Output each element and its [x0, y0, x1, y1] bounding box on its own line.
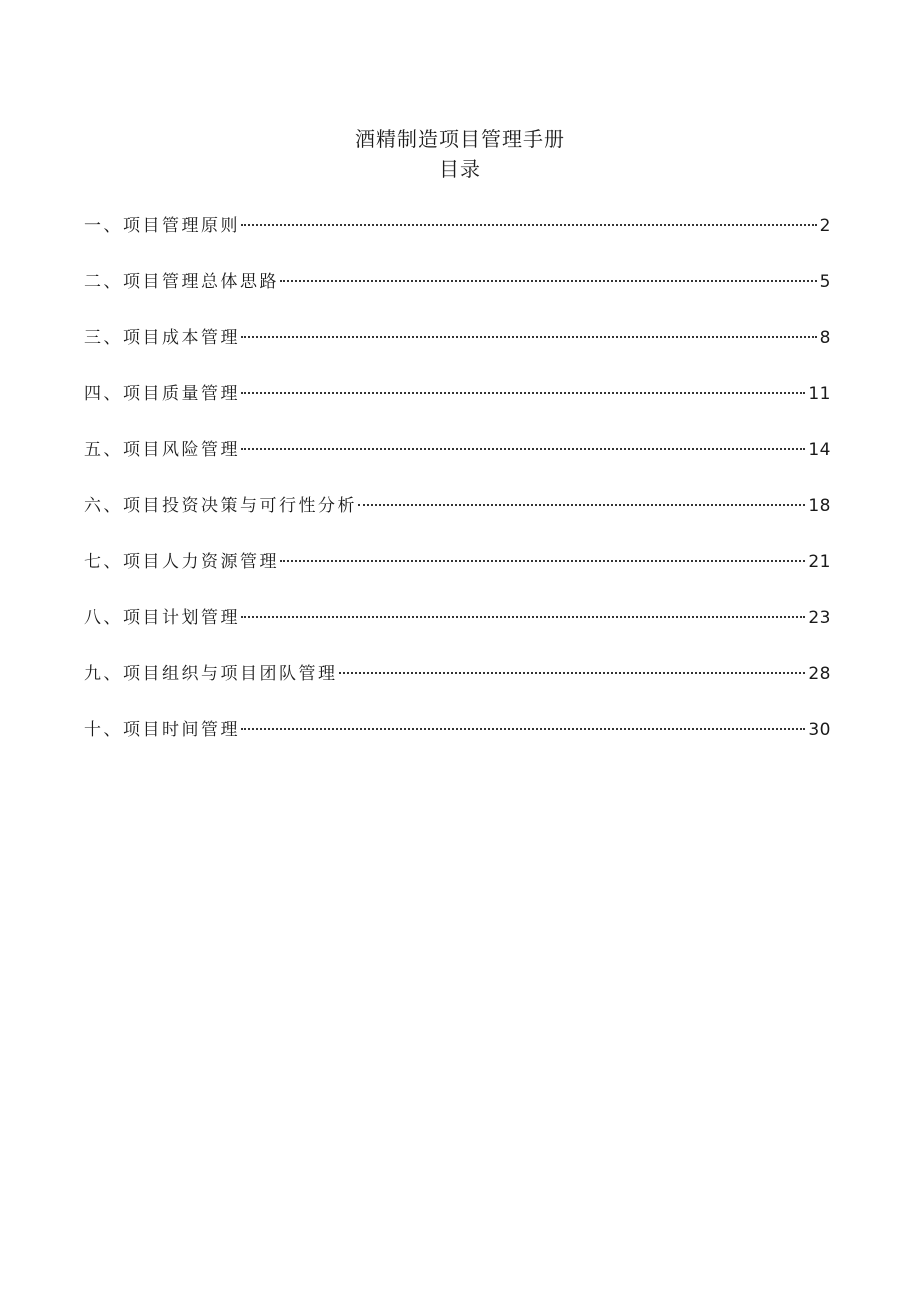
- toc-entry-9[interactable]: [84, 660, 831, 716]
- toc-entry-label: 一、项目管理原则: [84, 216, 240, 236]
- toc-leader-dots: [241, 728, 805, 730]
- toc-entry-label: 五、项目风险管理: [84, 440, 240, 460]
- toc-entry-4[interactable]: [84, 380, 831, 436]
- toc-entry-label: 八、项目计划管理: [84, 608, 240, 628]
- toc-entry-label: 十、项目时间管理: [84, 720, 240, 740]
- toc-page-number: 18: [808, 496, 831, 516]
- toc-page-number: 2: [819, 216, 831, 236]
- toc-page-number: 21: [808, 552, 831, 572]
- toc-leader-dots: [339, 672, 806, 674]
- toc-entry-label: 六、项目投资决策与可行性分析: [84, 496, 357, 516]
- toc-page-number: 14: [808, 440, 831, 460]
- toc-heading: 目录: [439, 157, 481, 181]
- toc-leader-dots: [241, 336, 817, 338]
- toc-entry-label: 四、项目质量管理: [84, 384, 240, 404]
- toc-entry-1[interactable]: [84, 212, 831, 268]
- toc-leader-dots: [241, 616, 805, 618]
- toc-leader-dots: [241, 448, 805, 450]
- document-title: 酒精制造项目管理手册: [355, 127, 565, 151]
- toc-entry-8[interactable]: [84, 604, 831, 660]
- toc-leader-dots: [241, 224, 817, 226]
- toc-entry-3[interactable]: [84, 324, 831, 380]
- toc-leader-dots: [358, 504, 805, 506]
- toc-entry-2[interactable]: [84, 268, 831, 324]
- toc-page-number: 5: [819, 272, 831, 292]
- toc-leader-dots: [280, 560, 805, 562]
- toc-entry-7[interactable]: [84, 548, 831, 604]
- toc-page-number: 8: [819, 328, 831, 348]
- table-of-contents: [84, 212, 831, 772]
- toc-page-number: 11: [808, 384, 831, 404]
- toc-page-number: 23: [808, 608, 831, 628]
- toc-entry-6[interactable]: [84, 492, 831, 548]
- toc-entry-10[interactable]: [84, 716, 831, 772]
- toc-leader-dots: [241, 392, 805, 394]
- toc-page-number: 28: [808, 664, 831, 684]
- toc-entry-label: 九、项目组织与项目团队管理: [84, 664, 338, 684]
- toc-entry-5[interactable]: [84, 436, 831, 492]
- toc-entry-label: 二、项目管理总体思路: [84, 272, 279, 292]
- toc-leader-dots: [280, 280, 817, 282]
- toc-entry-label: 七、项目人力资源管理: [84, 552, 279, 572]
- toc-page-number: 30: [808, 720, 831, 740]
- toc-entry-label: 三、项目成本管理: [84, 328, 240, 348]
